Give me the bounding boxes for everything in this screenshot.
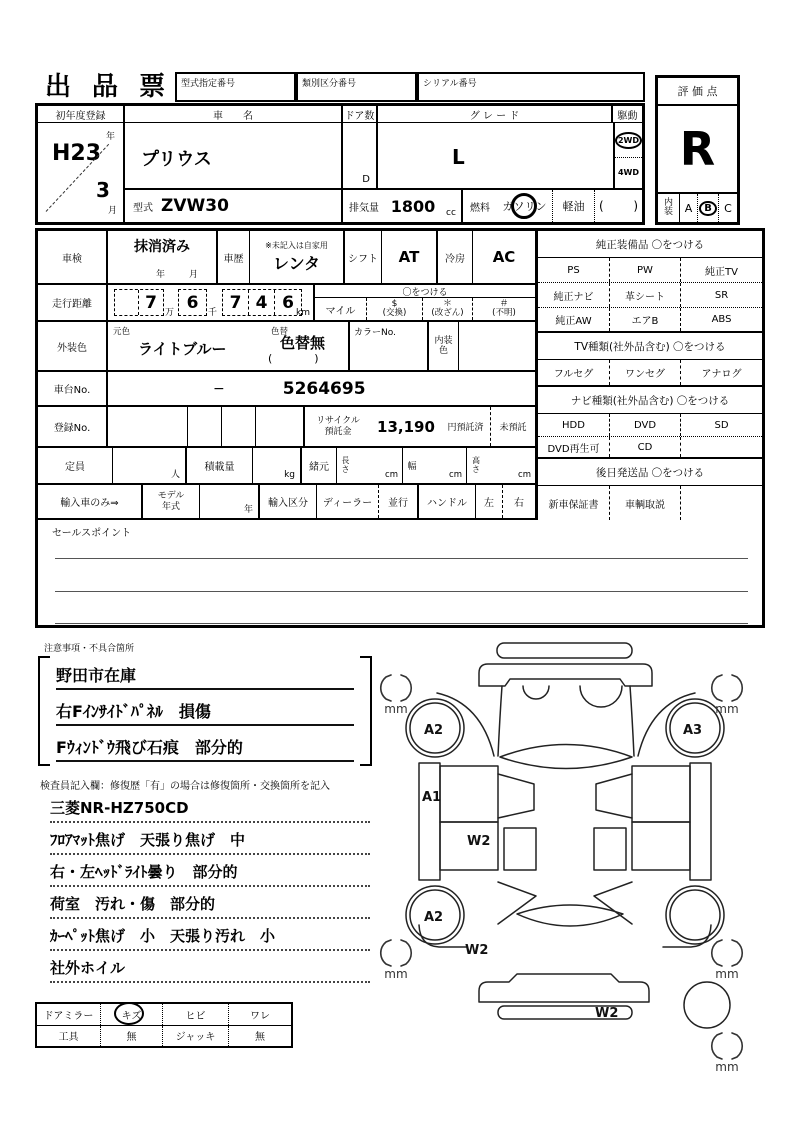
mirror-scratch-circle [114, 1002, 144, 1025]
capacity-row [38, 448, 535, 485]
displacement-value: 1800 [390, 196, 436, 216]
tv-type-title: TV種類(社外品含む) 〇をつける [538, 333, 762, 360]
car-name-value: プリウス [141, 149, 212, 170]
car-outline [406, 643, 730, 1028]
grade-box [655, 75, 740, 225]
color-row [38, 322, 535, 372]
notes-title: 注意事項・不具合箇所 [44, 644, 135, 654]
inspector-line-3: 右・左ﾍｯﾄﾞﾗｲﾄ曇り 部分的 [50, 857, 370, 887]
first-reg-month-unit: 月 [107, 206, 117, 216]
chassis-number: 5264695 [282, 378, 366, 399]
ship-manual: 車輌取説 [610, 486, 681, 520]
reg-cell-1 [108, 407, 188, 446]
parallel-option: 並行 [379, 485, 419, 518]
ship-later-title: 後日発送品 〇をつける [538, 459, 762, 486]
front-door-label: A1 [422, 790, 442, 805]
note-line-3: Fｳｨﾝﾄﾞｳ飛び石痕 部分的 [56, 728, 354, 762]
equip-aw: 純正AW [538, 308, 610, 331]
fuel-other: ( ) [599, 199, 638, 213]
chassis-dash: − [213, 380, 225, 397]
recycle-label: リサイクル 預託金 [316, 415, 360, 437]
notes-bracket-right [360, 656, 372, 766]
rear-left-wheel-label: A2 [424, 910, 444, 925]
cool-value: AC [492, 248, 516, 266]
base-color-label: 元色 [113, 327, 131, 337]
fuel-gasoline: ガソリン [497, 190, 553, 222]
chassis-label: 車台No. [38, 372, 108, 405]
front-right-wheel-label: A3 [683, 723, 703, 738]
recycle-value: 13,190 [377, 417, 435, 436]
equip-tv: 純正TV [705, 266, 738, 278]
unknown-option: ＃ (不明) [492, 299, 516, 319]
tv-analog: アナログ [701, 369, 742, 380]
odometer-cell [108, 285, 315, 320]
reg-cell-4 [256, 407, 305, 446]
recolor-label: 色替 [271, 327, 289, 337]
dealer-option: ディーラー [317, 485, 379, 518]
man-unit: 万 [165, 308, 175, 318]
length-cell: cm [354, 448, 403, 483]
first-reg-year-unit: 年 [105, 132, 115, 142]
navi-blank [681, 437, 762, 457]
history-label: 車歴 [218, 231, 250, 283]
spec-label: 緒元 [302, 448, 337, 483]
notes-bracket-left [38, 656, 50, 766]
km-unit: km [296, 308, 310, 318]
mileage-row [38, 285, 535, 322]
inspector-line-4: 荷室 汚れ・傷 部分的 [50, 889, 370, 919]
exchange-option: $ (交換) [367, 298, 423, 320]
mileage-man-digit: 7 [145, 292, 157, 313]
navi-dvd-play: DVD再生可 [538, 437, 610, 457]
first-reg-cell [38, 123, 125, 222]
equip-navi: 純正ナビ [538, 283, 610, 307]
color-cell [108, 322, 350, 370]
recolor-paren: ( ) [268, 352, 319, 365]
registration-row [38, 407, 535, 448]
sales-point-label: セールスポイント [52, 528, 132, 539]
capacity-label: 定員 [38, 448, 113, 483]
history-value: レンタ [273, 254, 320, 273]
recycle-unpaid: 未預託 [499, 423, 527, 433]
shift-value: AT [382, 231, 438, 283]
import-row [38, 485, 535, 520]
mm-unit-top-right: mm [715, 702, 739, 716]
mm-unit-mid-right: mm [715, 967, 739, 981]
shaken-status: 抹消済み [134, 239, 190, 255]
handle-left: 左 [476, 485, 503, 518]
import-type-label: 輸入区分 [260, 485, 317, 518]
drive-cell [613, 123, 642, 188]
model-value: ZVW30 [161, 196, 229, 216]
equipment-column [538, 231, 762, 520]
mileage-digits: 7 4 6 [222, 289, 302, 316]
ext-color-label: 外装色 [38, 322, 108, 370]
length-label: 長 さ [341, 455, 350, 474]
width-cell: cm [421, 448, 467, 483]
inspector-title: 検査員記入欄：修復歴「有」の場合は修復箇所・交換箇所を記入 [40, 781, 330, 792]
import-label: 輸入車のみ⇒ [38, 485, 143, 518]
equip-airbag: エアB [610, 308, 681, 331]
cool-label: 冷房 [438, 231, 473, 283]
mileage-sen-digit: 6 [186, 292, 199, 313]
fuel-label: 燃料 [470, 202, 490, 214]
interior-grade-label: 内 装 [658, 194, 680, 222]
drive-2wd-selected: 2WD [615, 123, 642, 157]
inspector-line-1: 三菱NR-HZ750CD [50, 793, 370, 823]
sales-line-2 [55, 591, 748, 592]
inspector-line-2: ﾌﾛｱﾏｯﾄ焦げ 天張り焦げ 中 [50, 825, 370, 855]
interior-grade-b-selected: B [698, 194, 719, 222]
mile-option: マイル [315, 298, 367, 320]
navi-hdd: HDD [538, 414, 610, 436]
doors-cell [343, 123, 378, 188]
mileage-marks-cell [315, 285, 535, 320]
navi-type-title: ナビ種類(社外品含む) 〇をつける [538, 387, 762, 414]
displacement-row [343, 188, 463, 222]
reg-cell-3 [222, 407, 256, 446]
shaken-label: 車検 [38, 231, 108, 283]
color-no-cell [350, 322, 429, 370]
mirror-tools-table [35, 1002, 293, 1048]
shaken-status-cell: 抹消済み 年 月 [108, 231, 218, 283]
handle-label: ハンドル [419, 485, 476, 518]
fuel-diesel: 軽油 [553, 190, 595, 222]
recycle-paid: 円預託済 [441, 407, 491, 446]
door-mirror-label: ドアミラー [37, 1004, 101, 1025]
car-name-header: 車 名 [125, 106, 343, 123]
navi-dvd: DVD [610, 414, 681, 436]
capacity-cell: 人 [113, 448, 187, 483]
int-color-value [459, 322, 535, 370]
first-reg-year: H23 [52, 141, 102, 166]
model-label: 型式 [133, 202, 153, 214]
equip-abs: ABS [711, 314, 732, 325]
front-left-wheel-label: A2 [424, 723, 444, 738]
equip-leather: 革シート [610, 283, 681, 307]
serial-label: シリアル番号 [423, 79, 477, 89]
tv-oneseg: ワンセグ [610, 360, 681, 385]
tools-none: 無 [101, 1026, 163, 1047]
jack-none: 無 [255, 1032, 265, 1044]
chassis-row [38, 372, 535, 407]
interior-grade-a: A [680, 194, 698, 222]
height-label: 高 さ [472, 455, 480, 474]
doors-value: D [362, 174, 370, 185]
model-code-row [125, 188, 343, 222]
mileage-mark-header: 〇をつける [315, 285, 535, 298]
equip-pw: PW [610, 258, 681, 282]
first-reg-month: 3 [96, 178, 110, 202]
displacement-unit: cc [446, 208, 456, 218]
inspector-line-6: 社外ホイル [50, 953, 370, 983]
class-code-box [296, 72, 417, 102]
height-cell: cm [518, 470, 531, 480]
base-color-value: ライトブルー [138, 340, 227, 358]
sales-line-1 [55, 558, 748, 559]
grade-box-title: 評 価 点 [658, 78, 737, 106]
load-label: 積載量 [187, 448, 253, 483]
inspector-line-5: ｶｰﾍﾟｯﾄ焦げ 小 天張り汚れ 小 [50, 921, 370, 951]
grade-value-top: L [452, 145, 465, 169]
model-code-label: 型式指定番号 [181, 79, 236, 89]
rear-bumper-label: W2 [595, 1006, 619, 1021]
handle-right: 右 [514, 498, 524, 509]
shift-label: シフト [345, 231, 382, 283]
drive-header: 駆動 [613, 106, 642, 123]
class-code-label: 類別区分番号 [302, 79, 357, 89]
doors-header: ドア数 [343, 106, 378, 123]
car-name-cell [125, 123, 343, 188]
displacement-label: 排気量 [349, 202, 379, 214]
page-title: 出 品 票 [45, 72, 172, 102]
drive-4wd: 4WD [617, 168, 640, 177]
equip-ps: PS [538, 258, 610, 282]
color-no-label: カラーNo. [354, 328, 396, 338]
navi-cd: CD [610, 437, 681, 457]
tampered-option: ＊ (改ざん) [423, 298, 473, 320]
mileage-label: 走行距離 [38, 285, 108, 320]
fuel-gasoline-circle [511, 193, 537, 219]
width-label: 幅 [407, 462, 417, 472]
navi-sd: SD [714, 419, 729, 431]
mirror-crack-label: ヒビ [163, 1004, 229, 1025]
mm-unit-mid-left: mm [384, 967, 408, 981]
mm-unit-bottom-right: mm [715, 1060, 739, 1074]
inspection-row [38, 231, 535, 285]
chassis-cell [108, 372, 535, 405]
model-year-cell: 年 [200, 485, 260, 518]
jack-label: ジャッキ [163, 1026, 229, 1047]
sales-line-3 [55, 623, 748, 624]
load-cell: kg [253, 448, 302, 483]
tools-label: 工具 [37, 1026, 101, 1047]
mm-unit-top-left: mm [384, 702, 408, 716]
fuel-row [463, 188, 642, 222]
reg-cell-2 [188, 407, 222, 446]
serial-box [417, 72, 645, 102]
ship-warranty: 新車保証書 [538, 486, 610, 520]
grade-header: グ レ ー ド [378, 106, 613, 123]
grade-value: R [679, 122, 716, 176]
history-note: ※未記入は自家用 [265, 241, 328, 250]
equip-title: 純正装備品 〇をつける [538, 231, 762, 258]
rocker-label: W2 [465, 943, 489, 958]
first-reg-header: 初年度登録 [38, 106, 125, 123]
interior-grade-c: C [724, 201, 732, 215]
history-cell [250, 231, 345, 283]
ship-blank [681, 486, 762, 520]
car-damage-diagram [378, 638, 800, 1110]
sen-unit: 千 [208, 308, 218, 318]
note-line-1: 野田市在庫 [56, 656, 354, 690]
note-line-2: 右Fｲﾝｻｲﾄﾞﾊﾟﾈﾙ 損傷 [56, 692, 354, 726]
rear-door-label: W2 [467, 834, 491, 849]
model-code-box [175, 72, 296, 102]
reg-label: 登録No. [38, 407, 108, 446]
mirror-break-label: ワレ [250, 1010, 270, 1022]
model-year-label: モデル 年式 [143, 485, 200, 518]
tv-fullseg: フルセグ [538, 360, 610, 385]
mirror-scratch-selected: キズ [101, 1004, 163, 1025]
int-color-label: 内装 色 [429, 322, 459, 370]
equip-sr: SR [714, 289, 729, 301]
grade-cell [378, 123, 613, 188]
spare-tire-circle [684, 982, 730, 1028]
recolor-value: 色替無 [280, 334, 326, 352]
